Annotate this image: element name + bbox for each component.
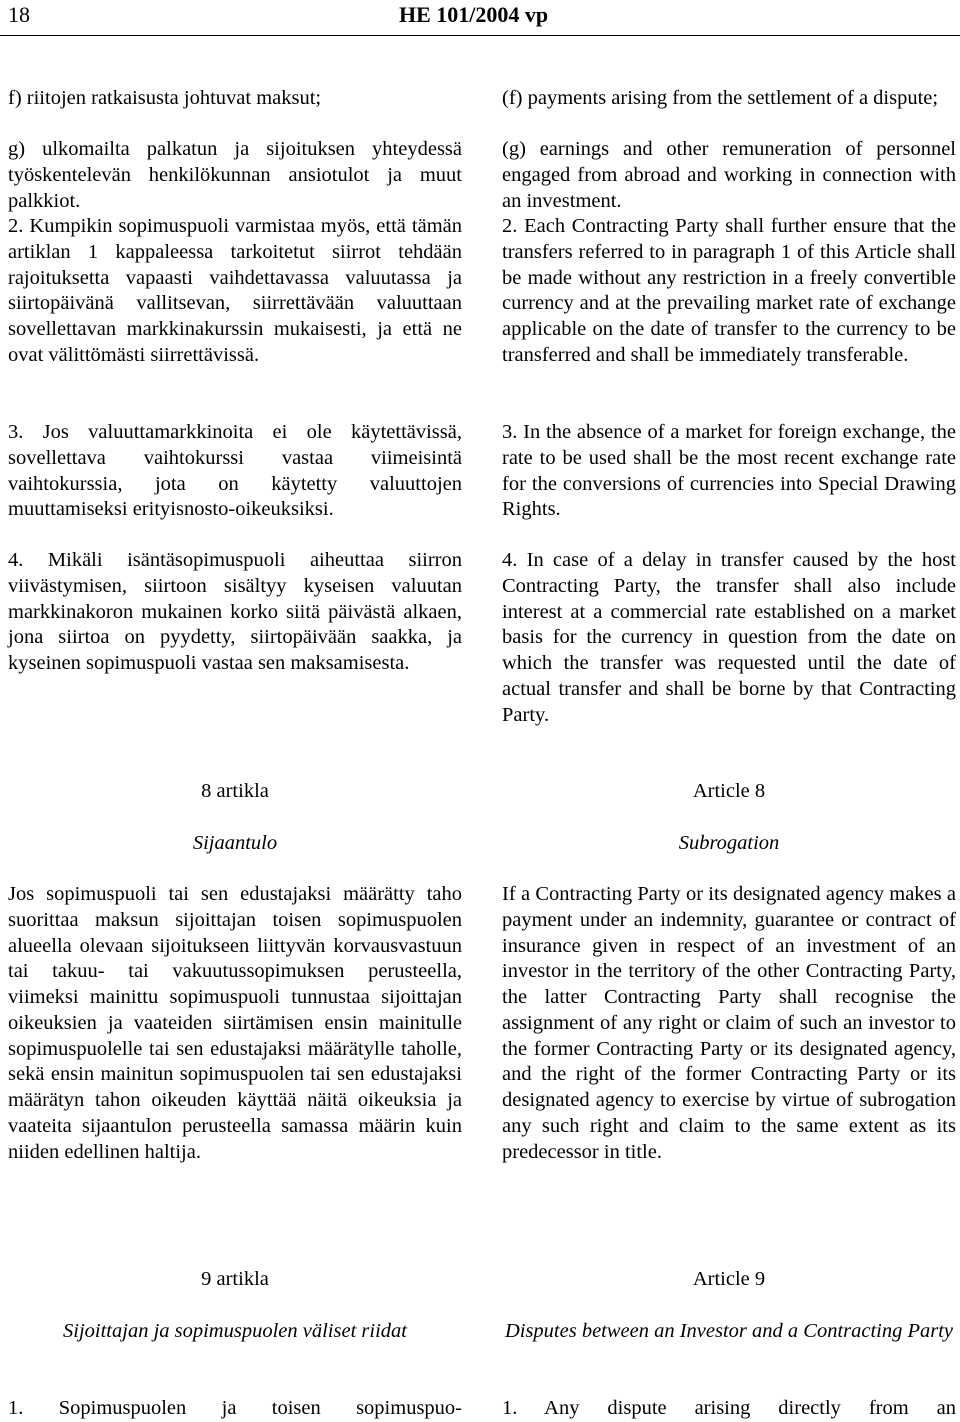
fi-article-8-text: Jos sopimuspuoli tai sen edustajaksi määrätty taho suorittaa maksun sijoittajan toisen sopimuspuolen alueella olevaan sijoitukseen liittyvän korvausvastuun tai takuu- tai vakuutussopimuksen perusteella, viimeksi mainittu sopimuspuoli tunnustaa sijoittajan oikeuksien ja vaateiden siirtämisen ensin mainitulle sopimuspuolelle tai sen edustajaksi määrätylle taholle, sekä ensin mainitun sopimuspuolen tai sen edustajaksi määrätyn tahon oikeuden käyttää näitä oikeuksia ja vaateita sijaantulon perusteella samassa määrin kuin niiden edellinen haltija. xyxy=(8,883,462,1163)
fi-paragraph-4: 4. Mikäli isäntäsopimuspuoli aiheuttaa siirron viivästymisen, siirtoon sisältyy kyseisen valuutan markkinakoron mukainen korko siitä päivästä alkaen, jona siirtoa on pyydetty, siirtopäivään saakka, ja kyseinen sopimuspuoli vastaa sen maksamisesta. xyxy=(8,549,462,674)
finnish-column xyxy=(8,0,462,1422)
fi-paragraph-3: 3. Jos valuuttamarkkinoita ei ole käytettävissä, sovellettava vaihtokurssi vastaa viimeisintä vaihtokurssia, jota on käytetty valuuttojen muuttamiseksi erityisnosto-oikeuksiksi. xyxy=(8,421,462,521)
fi-article-9-number: 9 artikla xyxy=(201,1268,269,1290)
fi-article-9-paragraph-1: 1. Sopimuspuolen ja toisen sopimuspuo- xyxy=(8,1397,462,1419)
fi-item-g: g) ulkomailta palkatun ja sijoituksen yhteydessä työskentelevän henkilökunnan ansiotulot ja muut palkkiot. xyxy=(8,138,462,212)
en-paragraph-2: 2. Each Contracting Party shall further ensure that the transfers referred to in paragraph 1 of this Article shall be made without any restriction in a freely convertible currency and at the prevailing market rate of exchange applicable on the date of transfer to the currency to be transferred and shall be immediately transferable. xyxy=(502,215,956,366)
en-paragraph-4: 4. In case of a delay in transfer caused by the host Contracting Party, the transfer shall also include interest at a commercial rate established on a market basis for the currency in question from the date on which the transfer was requested until the date of actual transfer and shall be borne by that Contracting Party. xyxy=(502,549,956,726)
page-number: 18 xyxy=(8,2,30,27)
en-article-9-number: Article 9 xyxy=(692,1268,766,1290)
english-column xyxy=(502,0,956,1422)
en-article-9-title: Disputes between an Investor and a Contracting Party xyxy=(504,1320,954,1342)
en-paragraph-3: 3. In the absence of a market for foreign exchange, the rate to be used shall be the most recent exchange rate for the conversions of currencies into Special Drawing Rights. xyxy=(502,421,956,521)
fi-article-9-title: Sijoittajan ja sopimuspuolen väliset riidat xyxy=(63,1320,407,1342)
document-id: HE 101/2004 vp xyxy=(399,2,549,27)
en-item-g: (g) earnings and other remuneration of personnel engaged from abroad and working in connection with an investment. xyxy=(502,138,956,212)
fi-article-8-title: Sijaantulo xyxy=(192,832,278,854)
en-article-8-number: Article 8 xyxy=(692,780,766,802)
fi-paragraph-2: 2. Kumpikin sopimuspuoli varmistaa myös, että tämän artiklan 1 kappaleessa tarkoitetut siirrot tehdään rajoituksetta vapaasti vaihdettavassa valuutassa ja siirtopäivänä vallitsevan, siirrettävään valuuttaan sovellettavan markkinakurssin mukaisesti, ja että ne ovat välittömästi siirrettävissä. xyxy=(8,215,462,366)
en-article-9-paragraph-1: 1. Any dispute arising directly from an xyxy=(502,1397,956,1419)
en-item-f: (f) payments arising from the settlement of a dispute; xyxy=(502,87,939,109)
fi-item-f: f) riitojen ratkaisusta johtuvat maksut; xyxy=(8,87,322,109)
en-article-8-text: If a Contracting Party or its designated agency makes a payment under an indemnity, guarantee or contract of insurance given in respect of an investment of an investor in the territory of the other Contracting Party, the latter Contracting Party shall recognise the assignment of any right or claim of such an investor to the former Contracting Party or its designated agency, and the right of the former Contracting Party or its designated agency to exercise by virtue of subrogation any such right and claim to the same extent as its predecessor in title. xyxy=(502,883,956,1163)
fi-article-8-number: 8 artikla xyxy=(201,780,269,802)
en-article-8-title: Subrogation xyxy=(678,832,780,854)
